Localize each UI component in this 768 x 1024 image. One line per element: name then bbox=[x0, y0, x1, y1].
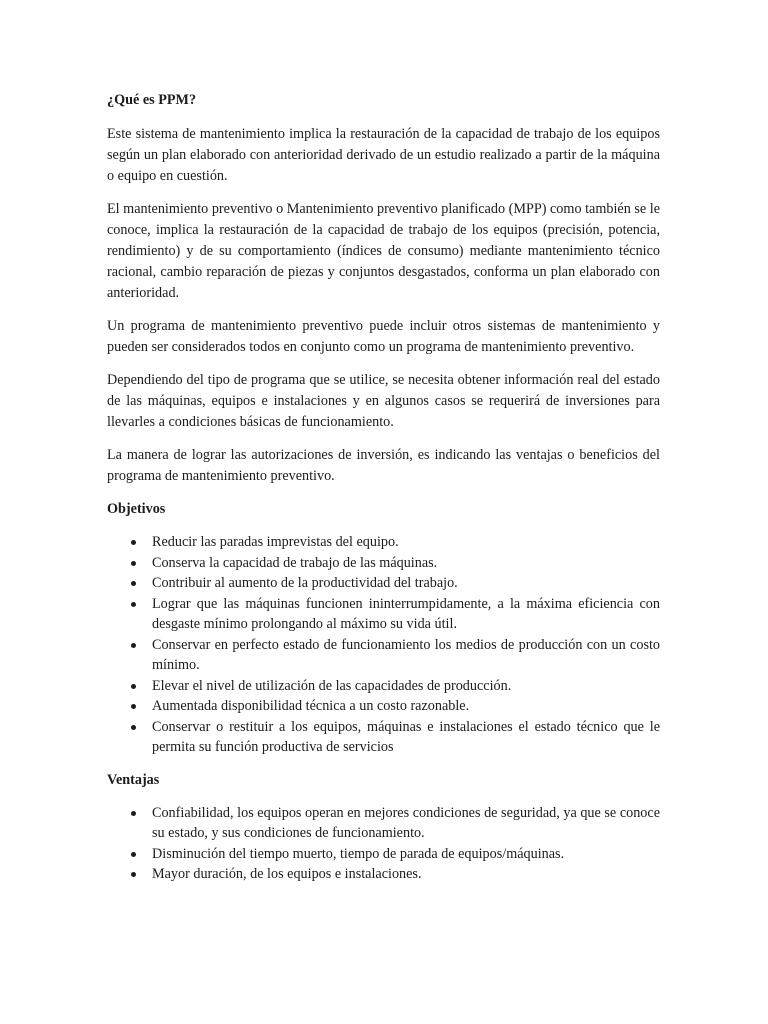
list-item-text: Conservar en perfecto estado de funcionamiento los medios de producción con un costo mínimo. bbox=[152, 636, 660, 673]
bullet-icon bbox=[131, 540, 136, 545]
list-item-text: Reducir las paradas imprevistas del equipo. bbox=[152, 534, 399, 550]
bullet-icon bbox=[131, 811, 136, 816]
bullet-icon bbox=[131, 872, 136, 877]
list-item bbox=[107, 803, 660, 844]
bullet-icon bbox=[131, 684, 136, 689]
list-item bbox=[107, 717, 660, 758]
paragraph-4: Dependiendo del tipo de programa que se utilice, se necesita obtener información real del estado de las máquinas, equipos e instalaciones y en algunos casos se requerirá de inversiones para llevarles a condiciones básicas de funcionamiento. bbox=[107, 372, 660, 430]
list-item-text: Lograr que las máquinas funcionen ininterrumpidamente, a la máxima eficiencia con desgaste mínimo prolongando al máximo su vida útil. bbox=[152, 595, 660, 632]
bullet-icon bbox=[131, 852, 136, 857]
bullet-icon bbox=[131, 704, 136, 709]
paragraph-5: La manera de lograr las autorizaciones de inversión, es indicando las ventajas o beneficios del programa de mantenimiento preventivo. bbox=[107, 447, 660, 484]
objetivos-list bbox=[107, 532, 660, 758]
list-item-text: Aumentada disponibilidad técnica a un costo razonable. bbox=[152, 698, 470, 714]
list-item-text: Conservar o restituir a los equipos, máquinas e instalaciones el estado técnico que le permita su función productiva de servicios bbox=[152, 718, 660, 755]
list-item bbox=[107, 573, 660, 594]
list-item bbox=[107, 532, 660, 553]
list-item-text: Conserva la capacidad de trabajo de las máquinas. bbox=[152, 554, 438, 571]
bullet-icon bbox=[131, 602, 136, 607]
list-item bbox=[107, 844, 660, 865]
ventajas-heading: Ventajas bbox=[107, 771, 160, 788]
paragraph-3: Un programa de mantenimiento preventivo puede incluir otros sistemas de mantenimiento y pueden ser considerados todos en conjunto como un programa de mantenimiento preventivo. bbox=[107, 318, 660, 355]
paragraph-2: El mantenimiento preventivo o Mantenimiento preventivo planificado (MPP) como también se le conoce, implica la restauración de la capacidad de trabajo de los equipos (precisión, potencia, rendimiento) y de su comportamiento (índices de consumo) mediante mantenimiento técnico racional, cambio reparación de piezas y conjuntos desgastados, conforma un plan elaborado con anterioridad. bbox=[107, 201, 660, 301]
list-item-text: Contribuir al aumento de la productividad del trabajo. bbox=[152, 575, 458, 591]
list-item-text: Confiabilidad, los equipos operan en mejores condiciones de seguridad, ya que se conoce su estado, y sus condiciones de funcionamiento. bbox=[152, 804, 660, 841]
document-page bbox=[107, 90, 660, 897]
list-item-text: Disminución del tiempo muerto, tiempo de parada de equipos/máquinas. bbox=[152, 845, 565, 862]
list-item bbox=[107, 553, 660, 574]
list-item bbox=[107, 635, 660, 676]
bullet-icon bbox=[131, 725, 136, 730]
bullet-icon bbox=[131, 561, 136, 566]
bullet-icon bbox=[131, 581, 136, 586]
list-item bbox=[107, 696, 660, 717]
ventajas-list bbox=[107, 803, 660, 885]
list-item-text: Mayor duración, de los equipos e instalaciones. bbox=[152, 866, 422, 882]
document-title: ¿Qué es PPM? bbox=[107, 92, 197, 108]
list-item bbox=[107, 594, 660, 635]
objetivos-heading: Objetivos bbox=[107, 501, 166, 517]
paragraph-1: Este sistema de mantenimiento implica la restauración de la capacidad de trabajo de los equipos según un plan elaborado con anterioridad derivado de un estudio realizado a partir de la máquina o equipo en cuestión. bbox=[107, 126, 660, 184]
list-item bbox=[107, 864, 660, 885]
list-item bbox=[107, 676, 660, 697]
list-item-text: Elevar el nivel de utilización de las capacidades de producción. bbox=[152, 677, 512, 694]
bullet-icon bbox=[131, 643, 136, 648]
